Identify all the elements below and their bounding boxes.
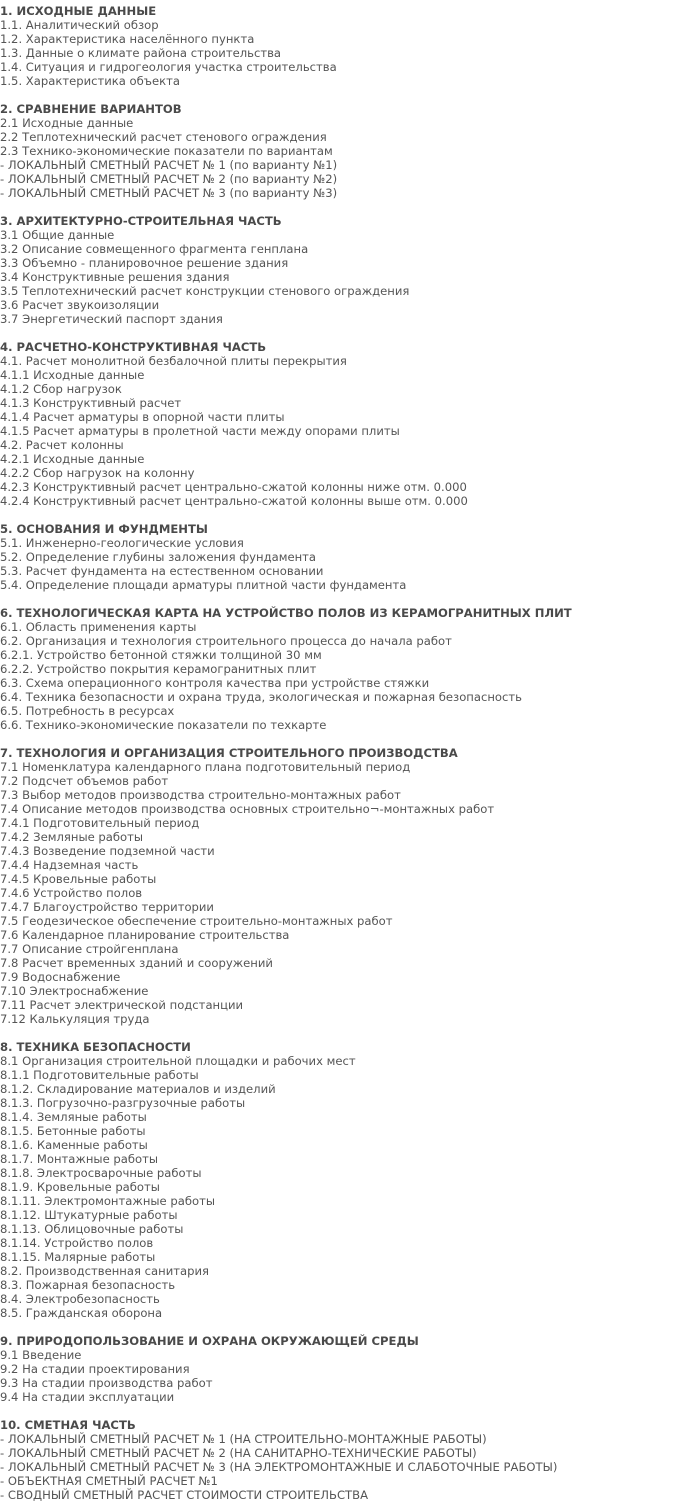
toc-section-5	[0, 522, 700, 592]
list-item: - ЛОКАЛЬНЫЙ СМЕТНЫЙ РАСЧЕТ № 3 (НА ЭЛЕКТРОМОНТАЖНЫЕ И СЛАБОТОЧНЫЕ РАБОТЫ)	[0, 1460, 558, 1474]
toc-section-3	[0, 214, 700, 326]
toc-section-10	[0, 1418, 700, 1502]
list-item: 7.4.4 Надземная часть	[0, 858, 139, 872]
list-item: 7.4.7 Благоустройство территории	[0, 900, 214, 914]
list-item: 2.3 Технико-экономические показатели по вариантам	[0, 144, 333, 158]
list-item: 8.1.13. Облицовочные работы	[0, 1222, 184, 1236]
list-item: 7.2 Подсчет объемов работ	[0, 774, 169, 788]
list-item: 7.12 Калькуляция труда	[0, 1012, 150, 1026]
list-item: 1.3. Данные о климате района строительства	[0, 46, 282, 60]
section-heading: 9. ПРИРОДОПОЛЬЗОВАНИЕ И ОХРАНА ОКРУЖАЮЩЕЙ СРЕДЫ	[0, 1334, 419, 1348]
list-item: 8.5. Гражданская оборона	[0, 1306, 163, 1320]
section-heading: 1. ИСХОДНЫЕ ДАННЫЕ	[0, 4, 157, 18]
list-item: 5.3. Расчет фундамента на естественном основании	[0, 564, 324, 578]
list-item: 6.4. Техника безопасности и охрана труда, экологическая и пожарная безопасность	[0, 690, 522, 704]
section-heading: 6. ТЕХНОЛОГИЧЕСКАЯ КАРТА НА УСТРОЙСТВО ПОЛОВ ИЗ КЕРАМОГРАНИТНЫХ ПЛИТ	[0, 606, 572, 620]
toc-section-4	[0, 340, 700, 508]
list-item: - ЛОКАЛЬНЫЙ СМЕТНЫЙ РАСЧЕТ № 1 (по варианту №1)	[0, 158, 338, 172]
list-item: 1.4. Ситуация и гидрогеология участка строительства	[0, 60, 337, 74]
list-item: 2.2 Теплотехнический расчет стенового ограждения	[0, 130, 327, 144]
toc-section-1	[0, 4, 700, 88]
list-item: 4.2. Расчет колонны	[0, 438, 124, 452]
list-item: 6.6. Технико-экономические показатели по техкарте	[0, 718, 327, 732]
section-heading: 5. ОСНОВАНИЯ И ФУНДМЕНТЫ	[0, 522, 208, 536]
section-heading: 2. СРАВНЕНИЕ ВАРИАНТОВ	[0, 102, 182, 116]
list-item: 7.11 Расчет электрической подстанции	[0, 998, 244, 1012]
list-item: 7.3 Выбор методов производства строительно-монтажных работ	[0, 788, 401, 802]
list-item: 8.1.3. Погрузочно-разгрузочные работы	[0, 1096, 246, 1110]
toc-section-2	[0, 102, 700, 200]
list-item: 1.2. Характеристика населённого пункта	[0, 32, 255, 46]
list-item: 7.4 Описание методов производства основных строительно¬-монтажных работ	[0, 802, 495, 816]
list-item: 6.3. Схема операционного контроля качества при устройстве стяжки	[0, 676, 430, 690]
list-item: 8.1.9. Кровельные работы	[0, 1180, 160, 1194]
list-item: 6.5. Потребность в ресурсах	[0, 704, 175, 718]
section-heading: 3. АРХИТЕКТУРНО-СТРОИТЕЛЬНАЯ ЧАСТЬ	[0, 214, 282, 228]
list-item: - ЛОКАЛЬНЫЙ СМЕТНЫЙ РАСЧЕТ № 3 (по варианту №3)	[0, 186, 338, 200]
list-item: 9.2 На стадии проектирования	[0, 1362, 190, 1376]
list-item: 8.1.15. Малярные работы	[0, 1250, 156, 1264]
list-item: 7.4.6 Устройство полов	[0, 886, 143, 900]
list-item: 8.1 Организация строительной площадки и рабочих мест	[0, 1054, 356, 1068]
list-item: 1.5. Характеристика объекта	[0, 74, 180, 88]
list-item: 4.2.4 Конструктивный расчет центрально-сжатой колонны выше отм. 0.000	[0, 494, 468, 508]
list-item: 9.3 На стадии производства работ	[0, 1376, 213, 1390]
section-heading: 4. РАСЧЕТНО-КОНСТРУКТИВНАЯ ЧАСТЬ	[0, 340, 267, 354]
list-item: - ОБЪЕКТНАЯ СМЕТНЫЙ РАСЧЕТ №1	[0, 1474, 218, 1488]
list-item: 3.6 Расчет звукоизоляции	[0, 298, 160, 312]
list-item: 8.1.2. Складирование материалов и изделий	[0, 1082, 276, 1096]
list-item: 7.4.1 Подготовительный период	[0, 816, 200, 830]
toc-section-7	[0, 746, 700, 1026]
list-item: 4.1.3 Конструктивный расчет	[0, 396, 182, 410]
list-item: 3.2 Описание совмещенного фрагмента генплана	[0, 242, 309, 256]
list-item: 8.4. Электробезопасность	[0, 1292, 160, 1306]
list-item: 4.2.2 Сбор нагрузок на колонну	[0, 466, 195, 480]
section-heading: 7. ТЕХНОЛОГИЯ И ОРГАНИЗАЦИЯ СТРОИТЕЛЬНОГО ПРОИЗВОДСТВА	[0, 746, 458, 760]
list-item: 7.1 Номенклатура календарного плана подготовительный период	[0, 760, 411, 774]
list-item: 7.9 Водоснабжение	[0, 970, 121, 984]
section-heading: 8. ТЕХНИКА БЕЗОПАСНОСТИ	[0, 1040, 191, 1054]
list-item: 7.5 Геодезическое обеспечение строительно-монтажных работ	[0, 914, 393, 928]
list-item: 8.1.6. Каменные работы	[0, 1138, 148, 1152]
list-item: 8.1.14. Устройство полов	[0, 1236, 154, 1250]
list-item: 1.1. Аналитический обзор	[0, 18, 159, 32]
list-item: 4.2.1 Исходные данные	[0, 452, 145, 466]
list-item: - СВОДНЫЙ СМЕТНЫЙ РАСЧЕТ СТОИМОСТИ СТРОИТЕЛЬСТВА	[0, 1488, 369, 1502]
list-item: 5.2. Определение глубины заложения фундамента	[0, 550, 317, 564]
toc-section-6	[0, 606, 700, 732]
list-item: 8.1.7. Монтажные работы	[0, 1152, 159, 1166]
list-item: 4.2.3 Конструктивный расчет центрально-сжатой колонны ниже отм. 0.000	[0, 480, 467, 494]
list-item: 6.2.2. Устройство покрытия керамогранитных плит	[0, 662, 317, 676]
list-item: 4.1.4 Расчет арматуры в опорной части плиты	[0, 410, 285, 424]
list-item: 8.3. Пожарная безопасность	[0, 1278, 176, 1292]
list-item: 3.5 Теплотехнический расчет конструкции стенового ограждения	[0, 284, 410, 298]
list-item: 7.7 Описание стройгенплана	[0, 942, 179, 956]
section-heading: 10. СМЕТНАЯ ЧАСТЬ	[0, 1418, 136, 1432]
list-item: - ЛОКАЛЬНЫЙ СМЕТНЫЙ РАСЧЕТ № 2 (по варианту №2)	[0, 172, 338, 186]
list-item: 4.1.1 Исходные данные	[0, 368, 145, 382]
list-item: 8.1.4. Земляные работы	[0, 1110, 147, 1124]
toc-section-8	[0, 1040, 700, 1320]
list-item: 2.1 Исходные данные	[0, 116, 134, 130]
list-item: 4.1.2 Сбор нагрузок	[0, 382, 122, 396]
list-item: - ЛОКАЛЬНЫЙ СМЕТНЫЙ РАСЧЕТ № 1 (НА СТРОИТЕЛЬНО-МОНТАЖНЫЕ РАБОТЫ)	[0, 1432, 487, 1446]
list-item: 6.2. Организация и технология строительного процесса до начала работ	[0, 634, 452, 648]
list-item: 7.8 Расчет временных зданий и сооружений	[0, 956, 273, 970]
list-item: 6.1. Область применения карты	[0, 620, 197, 634]
list-item: 8.1.1 Подготовительные работы	[0, 1068, 199, 1082]
list-item: 9.1 Введение	[0, 1348, 82, 1362]
list-item: 8.1.11. Электромонтажные работы	[0, 1194, 215, 1208]
list-item: 5.1. Инженерно-геологические условия	[0, 536, 244, 550]
list-item: 8.2. Производственная санитария	[0, 1264, 209, 1278]
list-item: 7.6 Календарное планирование строительства	[0, 928, 290, 942]
list-item: 8.1.5. Бетонные работы	[0, 1124, 146, 1138]
list-item: 3.3 Объемно - планировочное решение здания	[0, 256, 289, 270]
list-item: 7.4.2 Земляные работы	[0, 830, 144, 844]
list-item: 3.7 Энергетический паспорт здания	[0, 312, 223, 326]
list-item: 7.4.3 Возведение подземной части	[0, 844, 215, 858]
list-item: - ЛОКАЛЬНЫЙ СМЕТНЫЙ РАСЧЕТ № 2 (НА САНИТАРНО-ТЕХНИЧЕСКИЕ РАБОТЫ)	[0, 1446, 477, 1460]
list-item: 4.1. Расчет монолитной безбалочной плиты перекрытия	[0, 354, 347, 368]
list-item: 7.10 Электроснабжение	[0, 984, 149, 998]
list-item: 8.1.12. Штукатурные работы	[0, 1208, 178, 1222]
list-item: 8.1.8. Электросварочные работы	[0, 1166, 202, 1180]
list-item: 9.4 На стадии эксплуатации	[0, 1390, 175, 1404]
list-item: 5.4. Определение площади арматуры плитной части фундамента	[0, 578, 407, 592]
list-item: 3.1 Общие данные	[0, 228, 115, 242]
toc-section-9	[0, 1334, 700, 1404]
list-item: 3.4 Конструктивные решения здания	[0, 270, 230, 284]
list-item: 6.2.1. Устройство бетонной стяжки толщиной 30 мм	[0, 648, 322, 662]
list-item: 7.4.5 Кровельные работы	[0, 872, 157, 886]
list-item: 4.1.5 Расчет арматуры в пролетной части между опорами плиты	[0, 424, 400, 438]
